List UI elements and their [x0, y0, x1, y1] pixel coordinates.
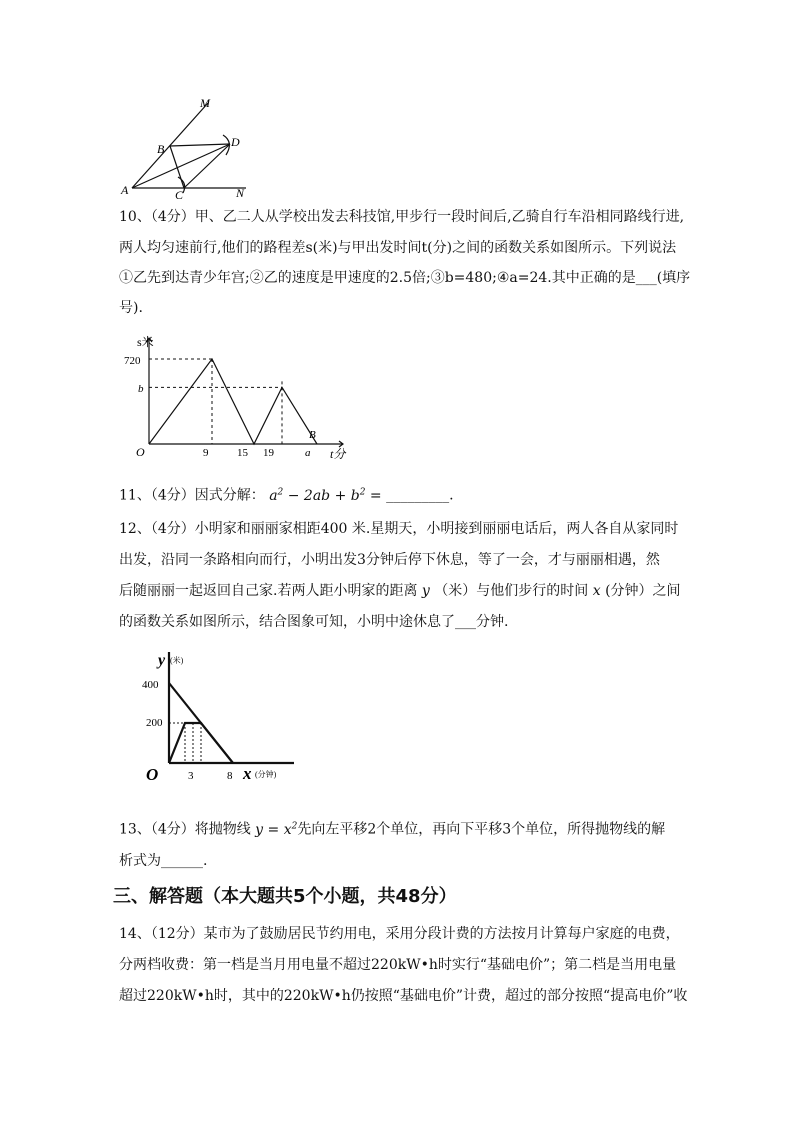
q12-line3b: （米）与他们步行的时间 — [434, 583, 589, 599]
x-tick-3: 3 — [188, 770, 194, 782]
q11-prefix: 11、（4分）因式分解： — [119, 487, 265, 504]
y-axis-letter: y — [158, 652, 166, 669]
x-tick-15: 15 — [237, 447, 248, 459]
segment-bc — [170, 146, 184, 188]
x-tick-8: 8 — [227, 770, 233, 782]
distance-time-chart — [138, 648, 298, 784]
point-b-label: B — [309, 429, 316, 441]
x-tick-19: 19 — [263, 447, 274, 459]
series-line — [149, 359, 317, 444]
x-axis-letter: x — [243, 764, 252, 783]
label-c: C — [175, 188, 184, 202]
q13-line1 — [119, 816, 665, 840]
q11-end: . — [449, 487, 454, 504]
q10-line2: 两人均匀速前行,他们的路程差s(米)与甲出发时间t(分)之间的函数关系如图所示。下列说法 — [119, 240, 677, 256]
y-tick-400: 400 — [142, 679, 159, 691]
section-title: 三、解答题（本大题共5个小题，共48分） — [113, 886, 457, 907]
segment-ad — [132, 144, 230, 188]
distance-difference-chart — [118, 332, 358, 464]
q14-line1: 14、（12分）某市为了鼓励居民节约用电，采用分段计费的方法按月计算每户家庭的电费， — [119, 926, 680, 942]
q14-line2: 分两档收费：第一档是当月用电量不超过220kW•h时实行“基础电价”；第二档是当用电量 — [119, 957, 677, 973]
q10-line1: 10、（4分）甲、乙二人从学校出发去科技馆,甲步行一段时间后,乙骑自行车沿相同路线行进, — [119, 209, 685, 225]
geometry-figure — [118, 95, 258, 205]
q12-line3a: 后随丽丽一起返回自己家.若两人距小明家的距离 — [119, 583, 418, 599]
label-b: B — [157, 142, 165, 156]
q12-line3: 后随丽丽一起返回自己家.若两人距小明家的距离 y （米）与他们步行的时间 x (分钟）之间 — [119, 583, 681, 599]
q13-line2: 析式为______. — [119, 853, 208, 869]
y-tick-b: b — [138, 383, 144, 395]
y-axis-label: s米 — [137, 335, 154, 349]
label-d: D — [231, 135, 240, 149]
label-m: M — [200, 96, 210, 110]
q12-line4: 的函数关系如图所示，结合图象可知，小明中途休息了___分钟. — [119, 614, 509, 630]
q10-line4: 号). — [119, 300, 143, 316]
x-axis-label: t分 — [330, 447, 346, 461]
segment-cd — [184, 144, 230, 188]
label-a: A — [121, 183, 129, 197]
q14-line3: 超过220kW•h时，其中的220kW•h仍按照“基础电价”计费，超过的部分按照“提高电价”收 — [119, 988, 688, 1004]
y-axis-unit: (米) — [170, 656, 184, 665]
y-tick-200: 200 — [146, 717, 163, 729]
q10-line3: ①乙先到达青少年宫;②乙的速度是甲速度的2.5倍;③b=480;④a=24.其中正确的是___(填序 — [119, 270, 691, 286]
q13-prefix: 13、（4分）将抛物线 — [119, 821, 251, 838]
q12-line2: 出发，沿同一条路相向而行，小明出发3分钟后停下休息，等了一会，才与丽丽相遇，然 — [119, 552, 660, 568]
q13-suffix: 先向左平移2个单位，再向下平移3个单位，所得抛物线的解 — [297, 821, 666, 838]
q11-blank: _________ — [386, 487, 450, 504]
label-n: N — [236, 186, 245, 200]
q13-formula: $y = x^2$ — [250, 821, 298, 838]
q11-expression: $a^2 - 2ab + b^2$ = — [269, 487, 382, 504]
x-tick-a: a — [305, 447, 311, 459]
q11-line — [119, 482, 454, 506]
origin-label: O — [136, 445, 145, 459]
x-tick-9: 9 — [203, 447, 209, 459]
q12-line3c: (分钟）之间 — [605, 583, 681, 599]
segment-bd — [170, 144, 230, 146]
origin-label: O — [146, 765, 159, 784]
x-axis-unit: (分钟) — [255, 770, 277, 779]
y-tick-720: 720 — [124, 355, 141, 367]
q12-line1: 12、（4分）小明家和丽丽家相距400 米.星期天，小明接到丽丽电话后，两人各自从家同时 — [119, 521, 679, 537]
